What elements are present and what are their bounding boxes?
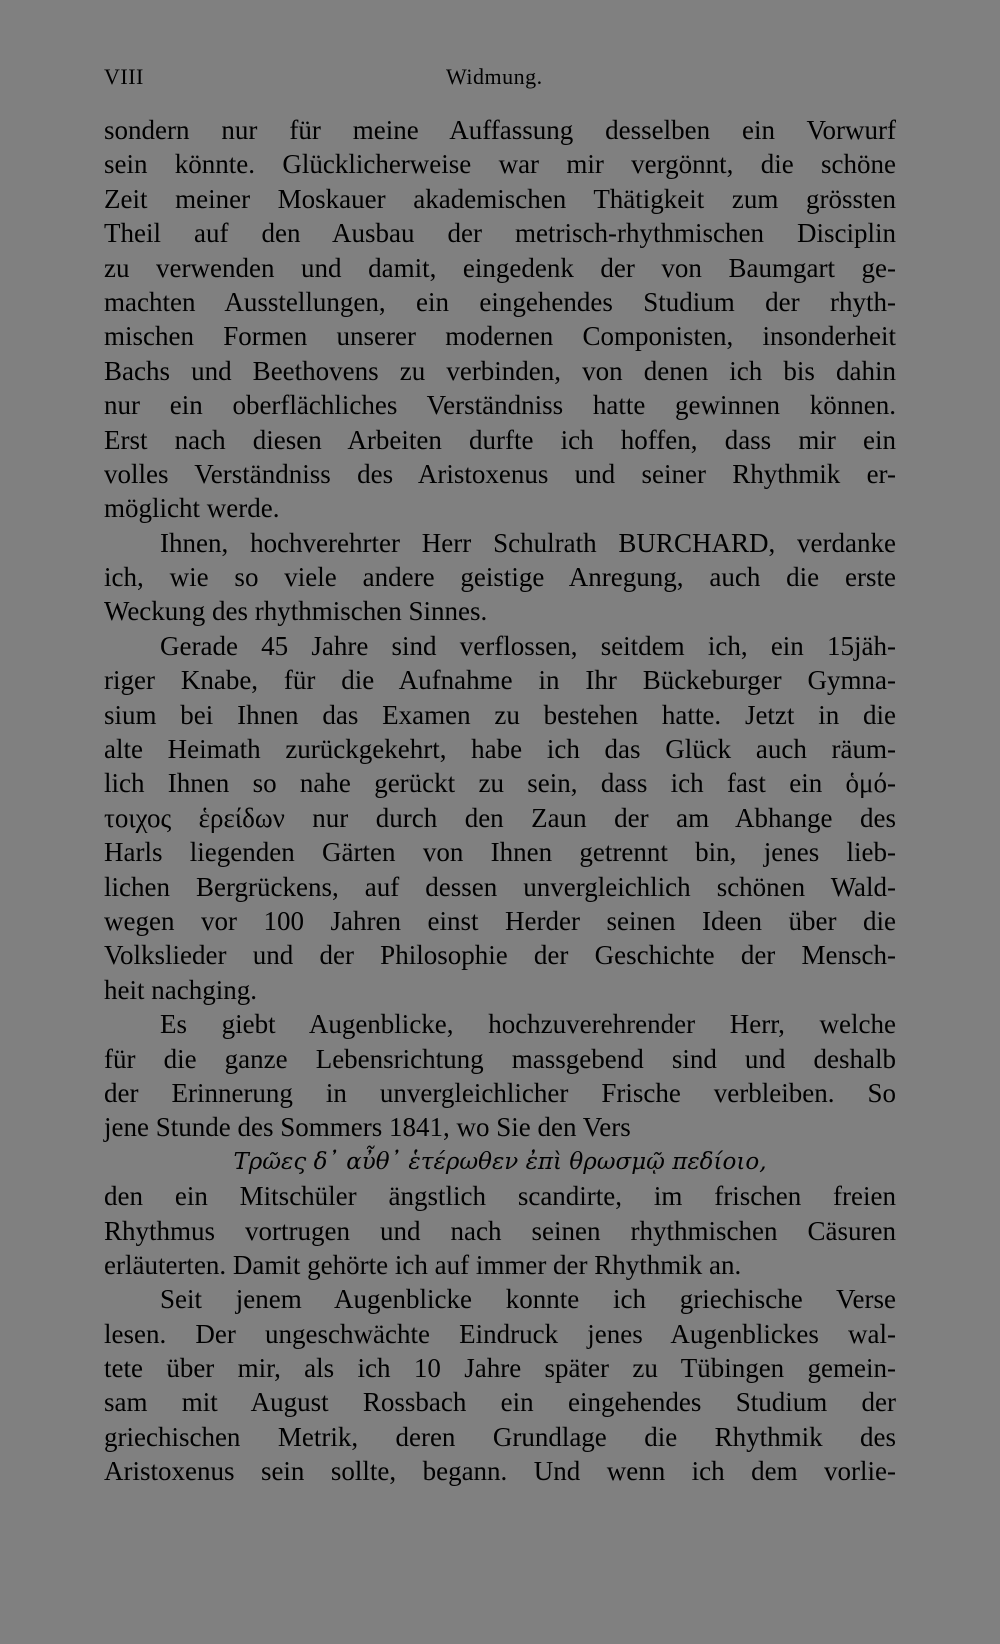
text-line: der Erinnerung in unvergleichlicher Frische verbleiben. So <box>104 1077 896 1108</box>
text-line: sium bei Ihnen das Examen zu bestehen hatte. Jetzt in die <box>104 699 896 730</box>
text-line: Erst nach diesen Arbeiten durfte ich hoffen, dass mir ein <box>104 424 896 455</box>
text-line: Harls liegenden Gärten von Ihnen getrennt bin, jenes lieb- <box>104 837 896 868</box>
greek-verse-quote: Τρῶες δ᾿ αὖθ᾿ ἑτέρωθεν ἐπὶ θρωσμῷ πεδίοιο, <box>233 1148 767 1175</box>
text-line: mischen Formen unserer modernen Componisten, insonderheit <box>104 321 896 352</box>
text-line: erläuterten. Damit gehörte ich auf immer der Rhythmik an. <box>104 1249 742 1280</box>
body-text <box>104 113 896 1489</box>
text-line: alte Heimath zurückgekehrt, habe ich das Glück auch räum- <box>104 734 896 765</box>
text-line: Theil auf den Ausbau der metrisch-rhythmischen Disciplin <box>104 218 896 249</box>
text-line: ich, wie so viele andere geistige Anregung, auch die erste <box>104 562 896 593</box>
text-line: möglicht werde. <box>104 493 280 524</box>
text-line: tete über mir, als ich 10 Jahre später zu Tübingen gemein- <box>104 1353 896 1384</box>
text-line: riger Knabe, für die Aufnahme in Ihr Bückeburger Gymna- <box>104 665 896 696</box>
text-line: Ihnen, hochverehrter Herr Schulrath BURCHARD, verdanke <box>160 527 896 558</box>
text-line: Seit jenem Augenblicke konnte ich griechische Verse <box>160 1284 896 1315</box>
running-head <box>104 64 896 94</box>
text-line: volles Verständniss des Aristoxenus und seiner Rhythmik er- <box>104 458 896 489</box>
text-line: zu verwenden und damit, eingedenk der von Baumgart ge- <box>104 252 896 283</box>
text-line: wegen vor 100 Jahren einst Herder seinen Ideen über die <box>104 905 896 936</box>
text-line: Gerade 45 Jahre sind verflossen, seitdem ich, ein 15jäh- <box>160 630 896 661</box>
text-line: sondern nur für meine Auffassung desselben ein Vorwurf <box>104 115 896 145</box>
text-line: Rhythmus vortrugen und nach seinen rhythmischen Cäsuren <box>104 1215 896 1246</box>
text-line: den ein Mitschüler ängstlich scandirte, im frischen freien <box>104 1181 896 1212</box>
text-line: Es giebt Augenblicke, hochzuverehrender Herr, welche <box>160 1009 896 1040</box>
text-line: jene Stunde des Sommers 1841, wo Sie den Vers <box>104 1112 631 1143</box>
text-line: für die ganze Lebensrichtung massgebend sind und deshalb <box>104 1043 896 1074</box>
page-number: VIII <box>104 64 144 89</box>
text-line: Bachs und Beethovens zu verbinden, von denen ich bis dahin <box>104 355 896 386</box>
text-line: machten Ausstellungen, ein eingehendes Studium der rhyth- <box>104 286 896 317</box>
text-line: lich Ihnen so nahe gerückt zu sein, dass ich fast ein ὁμό- <box>104 768 896 799</box>
running-head-title: Widmung. <box>446 64 543 89</box>
text-line: Zeit meiner Moskauer akademischen Thätigkeit zum grössten <box>104 183 896 214</box>
text-line: Weckung des rhythmischen Sinnes. <box>104 596 488 627</box>
text-line: lesen. Der ungeschwächte Eindruck jenes Augenblickes wal- <box>104 1318 896 1349</box>
text-line: sein könnte. Glücklicherweise war mir vergönnt, die schöne <box>104 149 896 180</box>
text-line: Aristoxenus sein sollte, begann. Und wenn ich dem vorlie- <box>104 1456 896 1487</box>
text-line: heit nachging. <box>104 974 257 1005</box>
text-line: griechischen Metrik, deren Grundlage die Rhythmik des <box>104 1421 896 1452</box>
text-line: sam mit August Rossbach ein eingehendes Studium der <box>104 1387 896 1418</box>
text-line: nur ein oberflächliches Verständniss hatte gewinnen können. <box>104 390 896 421</box>
text-line: τοιχος ἑρείδων nur durch den Zaun der am Abhange des <box>104 802 896 833</box>
text-line: Volkslieder und der Philosophie der Geschichte der Mensch- <box>104 940 896 971</box>
text-line: lichen Bergrückens, auf dessen unvergleichlich schönen Wald- <box>104 871 896 902</box>
